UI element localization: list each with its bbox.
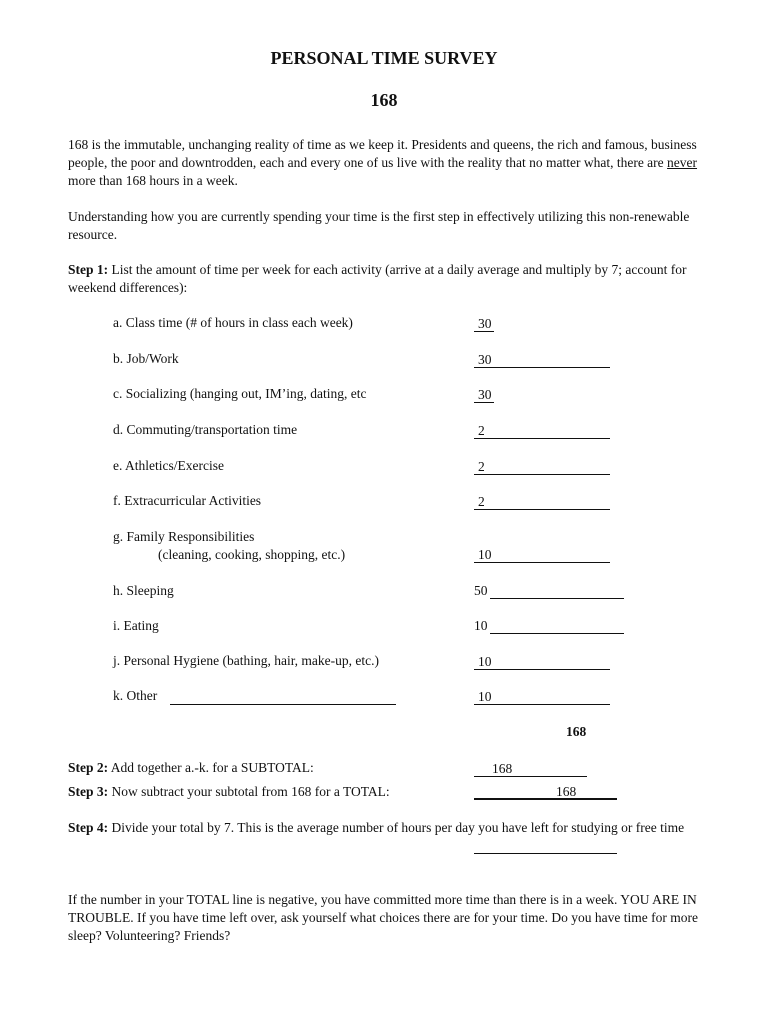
activity-label: f. Extracurricular Activities (113, 493, 262, 508)
daily-average-field[interactable] (474, 837, 617, 854)
step4-paragraph (68, 819, 698, 837)
activity-label: g. Family Responsibilities (113, 529, 255, 544)
step1-label: Step 1: (68, 262, 109, 277)
step1-paragraph (68, 261, 708, 297)
activity-value[interactable]: 30 (474, 315, 494, 332)
activity-value[interactable]: 10 (474, 688, 610, 705)
activity-label: e. Athletics/Exercise (113, 458, 224, 473)
activity-label: a. Class time (# of hours in class each week) (113, 315, 353, 330)
understanding-paragraph: Understanding how you are currently spending your time is the first step in effectively utilizing this non-renewable resource. (68, 209, 690, 242)
activity-value[interactable]: 30 (474, 386, 494, 403)
activity-label: h. Sleeping (113, 583, 174, 598)
step3-text: Now subtract your subtotal from 168 for a TOTAL: (108, 784, 390, 799)
activity-value: 10 (474, 618, 488, 633)
intro-text-1: 168 is the immutable, unchanging reality of time as we keep it. Presidents and queens, the rich and famous, business people, the poor and downtrodden, each and every one of us live with the reality that no matter what, there are (68, 137, 697, 170)
page-subtitle: 168 (370, 90, 398, 110)
activity-value: 50 (474, 583, 488, 598)
activity-value[interactable]: 2 (474, 493, 610, 510)
activity-label: k. Other (113, 688, 158, 703)
step4-label: Step 4: (68, 820, 109, 835)
other-blank-line[interactable] (170, 688, 396, 705)
activity-value[interactable]: 2 (474, 422, 610, 439)
activity-value[interactable]: 10 (474, 546, 610, 563)
step3-label: Step 3: (68, 784, 109, 799)
intro-text-2: more than 168 hours in a week. (68, 173, 238, 188)
activity-blank-line[interactable] (490, 617, 624, 634)
step2-line (68, 759, 314, 777)
intro-paragraph (68, 136, 708, 190)
total-field[interactable]: 168 (474, 783, 617, 800)
activity-label: j. Personal Hygiene (bathing, hair, make-up, etc.) (113, 653, 379, 668)
activity-label: c. Socializing (hanging out, IM’ing, dating, etc (113, 386, 367, 401)
activity-value[interactable]: 2 (474, 458, 610, 475)
intro-underlined-word: never (667, 155, 698, 170)
step1-text: List the amount of time per week for each activity (arrive at a daily average and multiply by 7; account for weekend differences): (68, 262, 687, 295)
page-title: PERSONAL TIME SURVEY (270, 48, 498, 68)
activity-label: b. Job/Work (113, 351, 179, 366)
activity-label: i. Eating (113, 618, 159, 633)
step2-text: Add together a.-k. for a SUBTOTAL: (108, 760, 314, 775)
activity-blank-line[interactable] (490, 582, 624, 599)
handwritten-sum: 168 (566, 724, 587, 739)
activity-value[interactable]: 30 (474, 351, 610, 368)
activity-label: d. Commuting/transportation time (113, 422, 298, 437)
activity-value[interactable]: 10 (474, 653, 610, 670)
activity-sublabel: (cleaning, cooking, shopping, etc.) (158, 547, 346, 562)
closing-paragraph: If the number in your TOTAL line is negative, you have committed more time than there is in a week. YOU ARE IN TROUBLE. If you have time left over, ask yourself what choices there are for your time. Do you have time for more sleep? Volunteering? Friends? (68, 892, 699, 943)
step3-line (68, 783, 390, 801)
step2-label: Step 2: (68, 760, 109, 775)
step4-text: Divide your total by 7. This is the average number of hours per day you have left for studying or free time (108, 820, 685, 835)
subtotal-field[interactable]: 168 (474, 760, 587, 777)
